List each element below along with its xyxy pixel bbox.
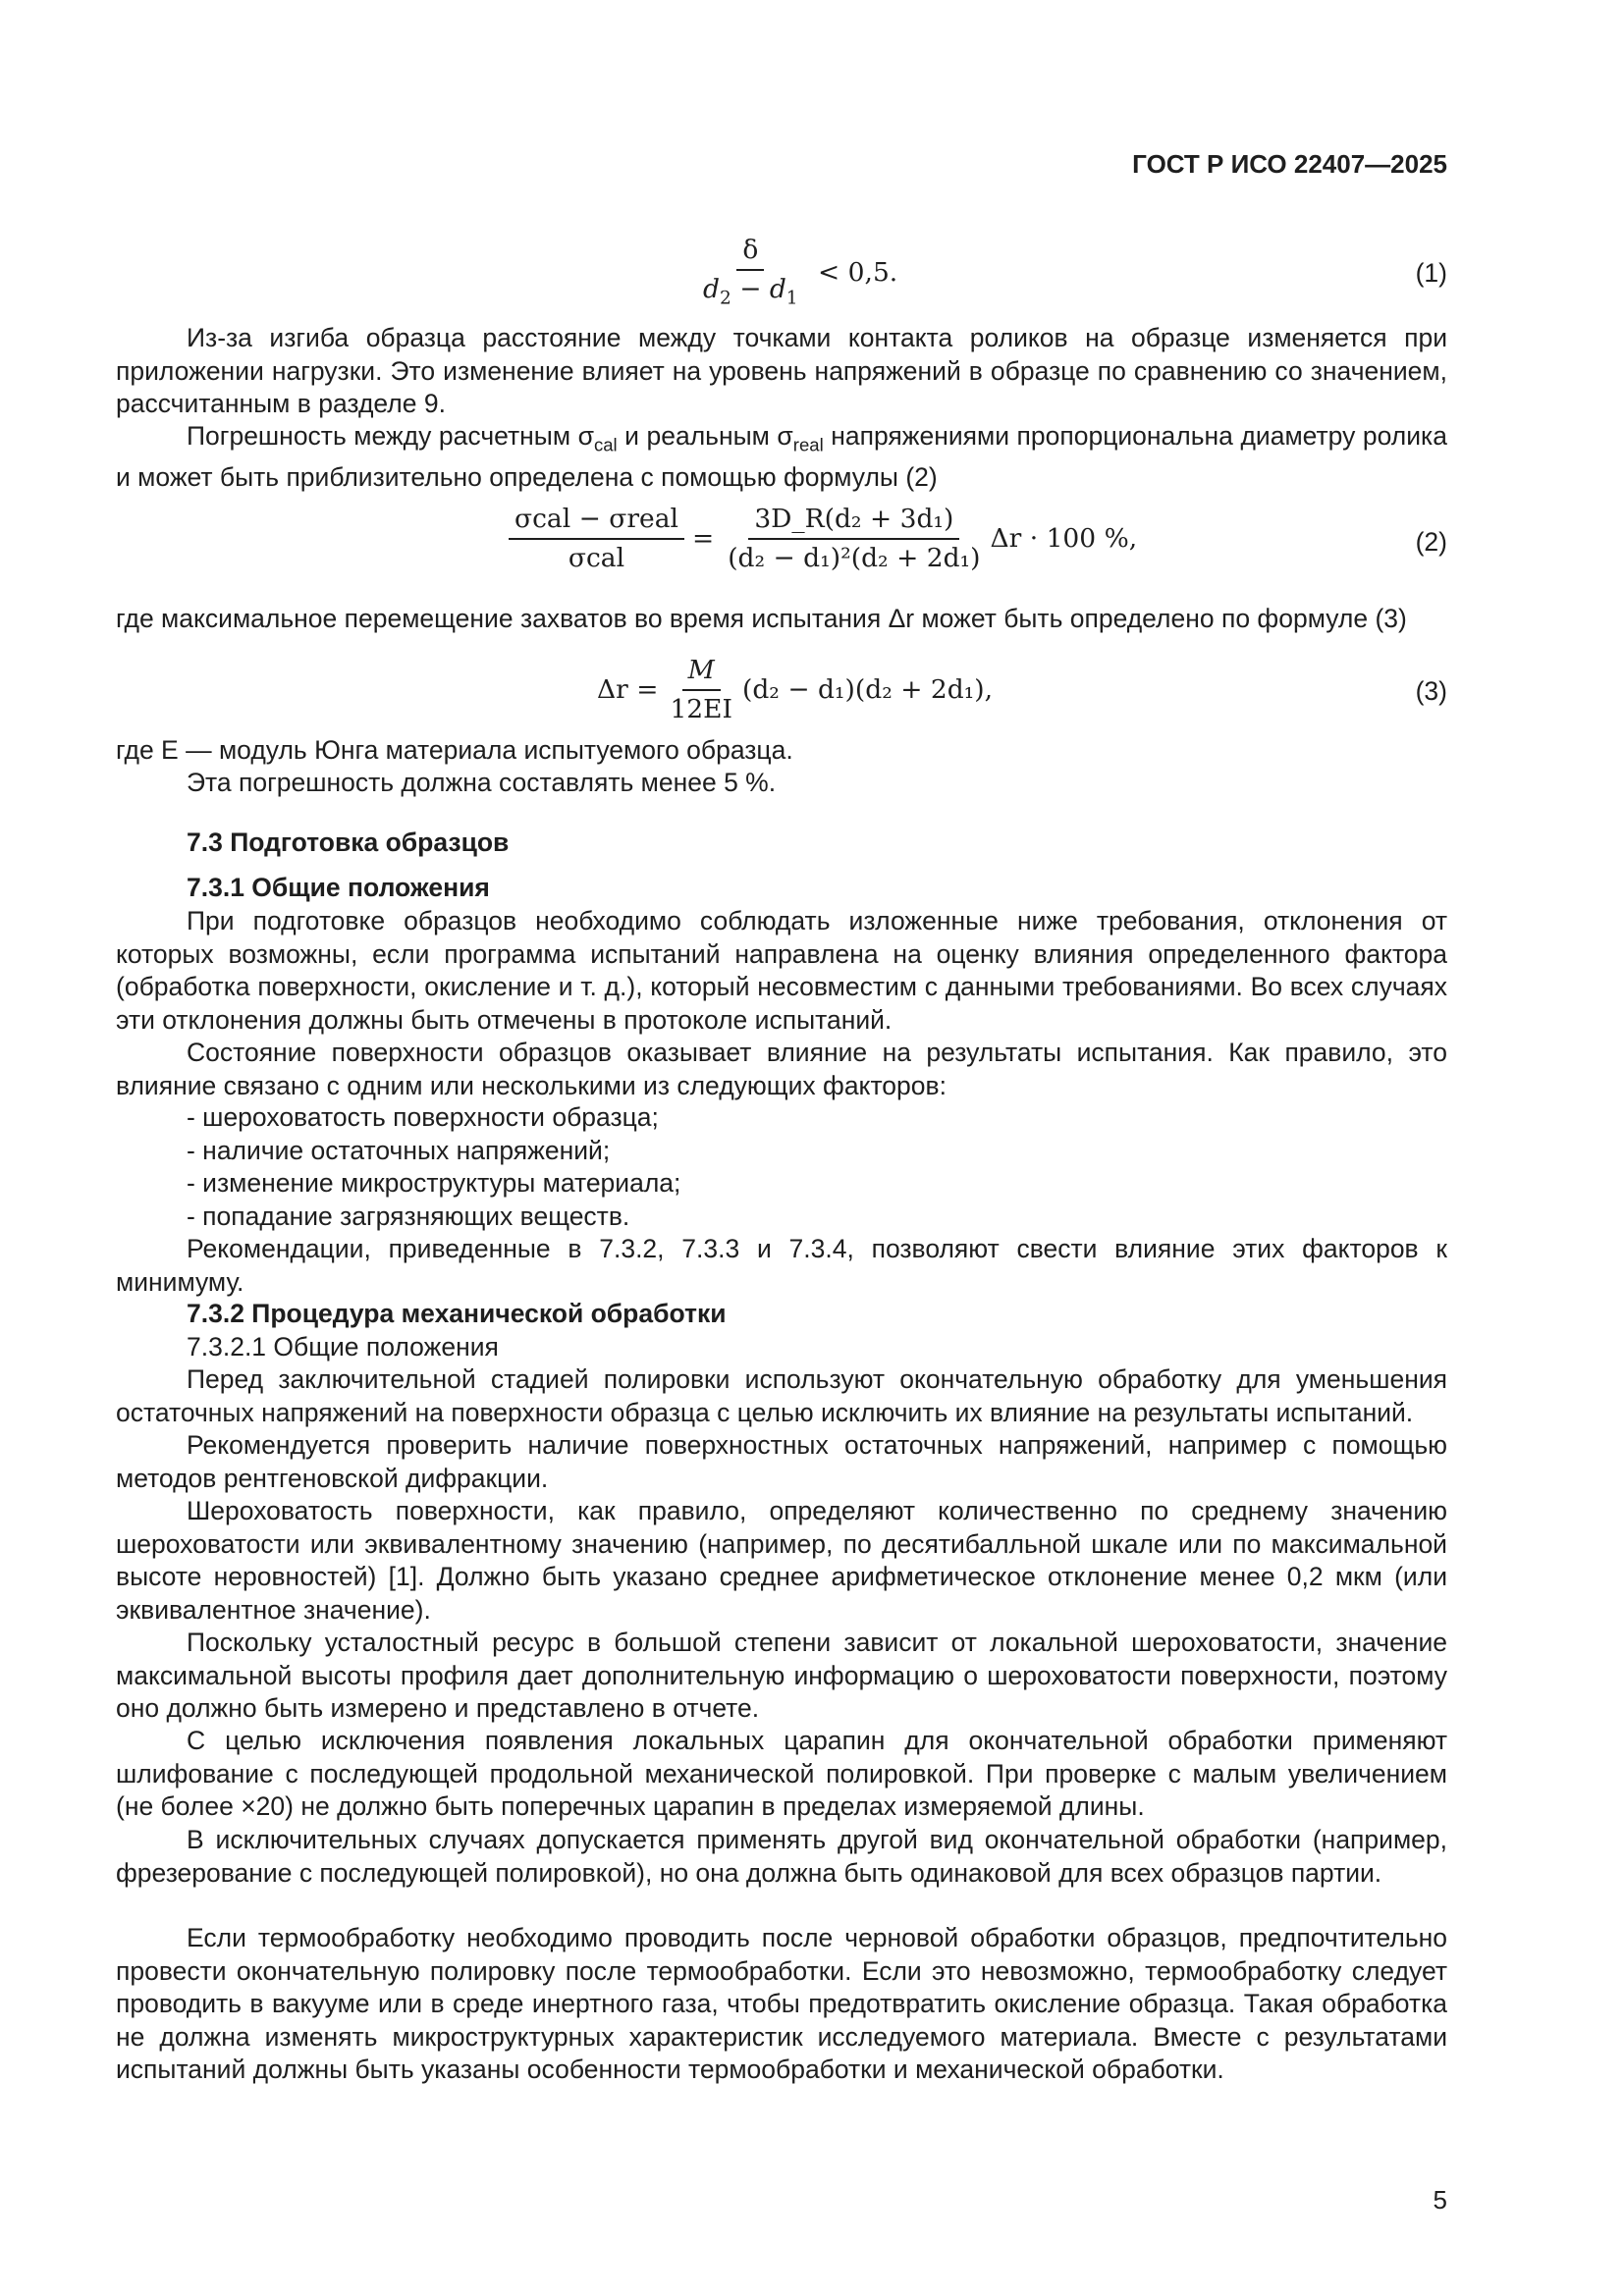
paragraph: Перед заключительной стадией полировки используют окончательную обработку для уменьшения остаточных напряжений на поверхности образца с целью исключить их влияние на результаты испытаний.: [116, 1364, 1447, 1427]
formula-2-equals: =: [691, 522, 715, 554]
section-heading-7-3-1: 7.3.1 Общие положения: [187, 873, 490, 902]
paragraph: Из-за изгиба образца расстояние между точками контакта роликов на образце изменяется при приложении нагрузки. Это изменение влияет на уровень напряжений в образце по сравнению со значением, рассчитанным в разделе 9.: [116, 323, 1447, 418]
list-item: - наличие остаточных напряжений;: [187, 1135, 611, 1165]
paragraph: Шероховатость поверхности, как правило, определяют количественно по среднему значению шероховатости или эквивалентному значению (например, по десятибалльной шкале или по максимальной высоте неровностей) [1]. Должно быть указано среднее арифметическое отклонение менее 0,2 мкм (или эквивалентное значение).: [116, 1496, 1447, 1625]
factor-list: [116, 1101, 1447, 1233]
paragraph: где максимальное перемещение захватов во время испытания Δr может быть определено по формуле (3): [116, 604, 1407, 633]
formula-1-numerator: δ: [736, 234, 764, 271]
formula-2-lhs-numerator: σcal − σreal: [509, 503, 684, 540]
paragraph: Если термообработку необходимо проводить после черновой обработки образцов, предпочтительно провести окончательную полировку после термообработки. Если это невозможно, термообработку следует проводить в вакууме или в среде инертного газа, чтобы предотвратить окисление образца. Такая обработка не должна изменять микроструктурных характеристик исследуемого материала. Вместе с результатами испытаний должны быть указаны особенности термообработки и механической обработки.: [116, 1923, 1447, 2084]
formula-3: [116, 654, 1447, 732]
formula-2: [116, 503, 1447, 591]
section-heading-7-3: 7.3 Подготовка образцов: [187, 828, 510, 857]
paragraph: Состояние поверхности образцов оказывает влияние на результаты испытания. Как правило, это влияние связано с одним или несколькими из следующих факторов:: [116, 1038, 1447, 1100]
paragraph: Эта погрешность должна составлять менее 5 %.: [187, 768, 777, 797]
formula-2-rhs: [722, 503, 986, 574]
formula-1-relation: < 0,5.: [818, 257, 898, 289]
formula-2-rhs-denominator: (d₂ − d₁)²(d₂ + 2d₁): [728, 542, 981, 573]
formula-2-lhs: [509, 503, 684, 574]
paragraph: Поскольку усталостный ресурс в большой степени зависит от локальной шероховатости, значение максимальной высоты профиля дает дополнительную информацию о шероховатости поверхности, поэтому оно должно быть измерено и представлено в отчете.: [116, 1628, 1447, 1723]
formula-3-fraction: [664, 654, 738, 725]
formula-3-lhs: Δr =: [597, 673, 659, 705]
subsection-heading-7-3-2-1: 7.3.2.1 Общие положения: [187, 1332, 499, 1362]
formula-1-fraction: [697, 234, 804, 314]
formula-1-denominator: $d_2 - d_1$: [703, 273, 798, 308]
formula-2-lhs-denominator: σcal: [568, 542, 625, 573]
list-item: - шероховатость поверхности образца;: [187, 1102, 659, 1132]
formula-2-number: (2): [1415, 527, 1447, 557]
formula-1-number: (1): [1415, 258, 1447, 288]
paragraph-errors: Погрешность между расчетным $\sigma_{cal}$ и реальным $\sigma_{real}$ напряжениями пропорциональна диаметру ролика и может быть приблизительно определена с помощью формулы (2): [116, 421, 1447, 492]
document-header: ГОСТ Р ИСО 22407—2025: [1132, 149, 1447, 179]
formula-3-numerator: M: [682, 654, 721, 691]
paragraph: В исключительных случаях допускается применять другой вид окончательной обработки (например, фрезерование с последующей полировкой), но она должна быть одинаковой для всех образцов партии.: [116, 1825, 1447, 1888]
list-item: - попадание загрязняющих веществ.: [187, 1201, 630, 1231]
page-number: 5: [1433, 2185, 1447, 2215]
paragraph: Рекомендации, приведенные в 7.3.2, 7.3.3 и 7.3.4, позволяют свести влияние этих факторов к минимуму.: [116, 1234, 1447, 1297]
formula-3-number: (3): [1415, 676, 1447, 706]
formula-3-tail: (d₂ − d₁)(d₂ + 2d₁),: [741, 673, 994, 705]
formula-2-rhs-numerator: 3D_R(d₂ + 3d₁): [748, 503, 959, 540]
paragraph: С целью исключения появления локальных царапин для окончательной обработки применяют шлифование с последующей продольной механической полировкой. При проверке с малым увеличением (не более ×20) не должно быть поперечных царапин в пределах измеряемой длины.: [116, 1726, 1447, 1821]
paragraph: При подготовке образцов необходимо соблюдать изложенные ниже требования, отклонения от которых возможны, если программа испытаний направлена на оценку влияния определенного фактора (обработка поверхности, окисление и т. д.), который несовместим с данными требованиями. Во всех случаях эти отклонения должны быть отмечены в протоколе испытаний.: [116, 906, 1447, 1035]
paragraph: где E — модуль Юнга материала испытуемого образца.: [116, 735, 793, 765]
list-item: - изменение микроструктуры материала;: [187, 1168, 681, 1198]
paragraph: Рекомендуется проверить наличие поверхностных остаточных напряжений, например с помощью методов рентгеновской дифракции.: [116, 1430, 1447, 1493]
formula-3-denominator: 12EI: [670, 693, 732, 724]
section-heading-7-3-2: 7.3.2 Процедура механической обработки: [187, 1299, 727, 1328]
formula-2-tail: Δr · 100 %,: [990, 522, 1138, 554]
